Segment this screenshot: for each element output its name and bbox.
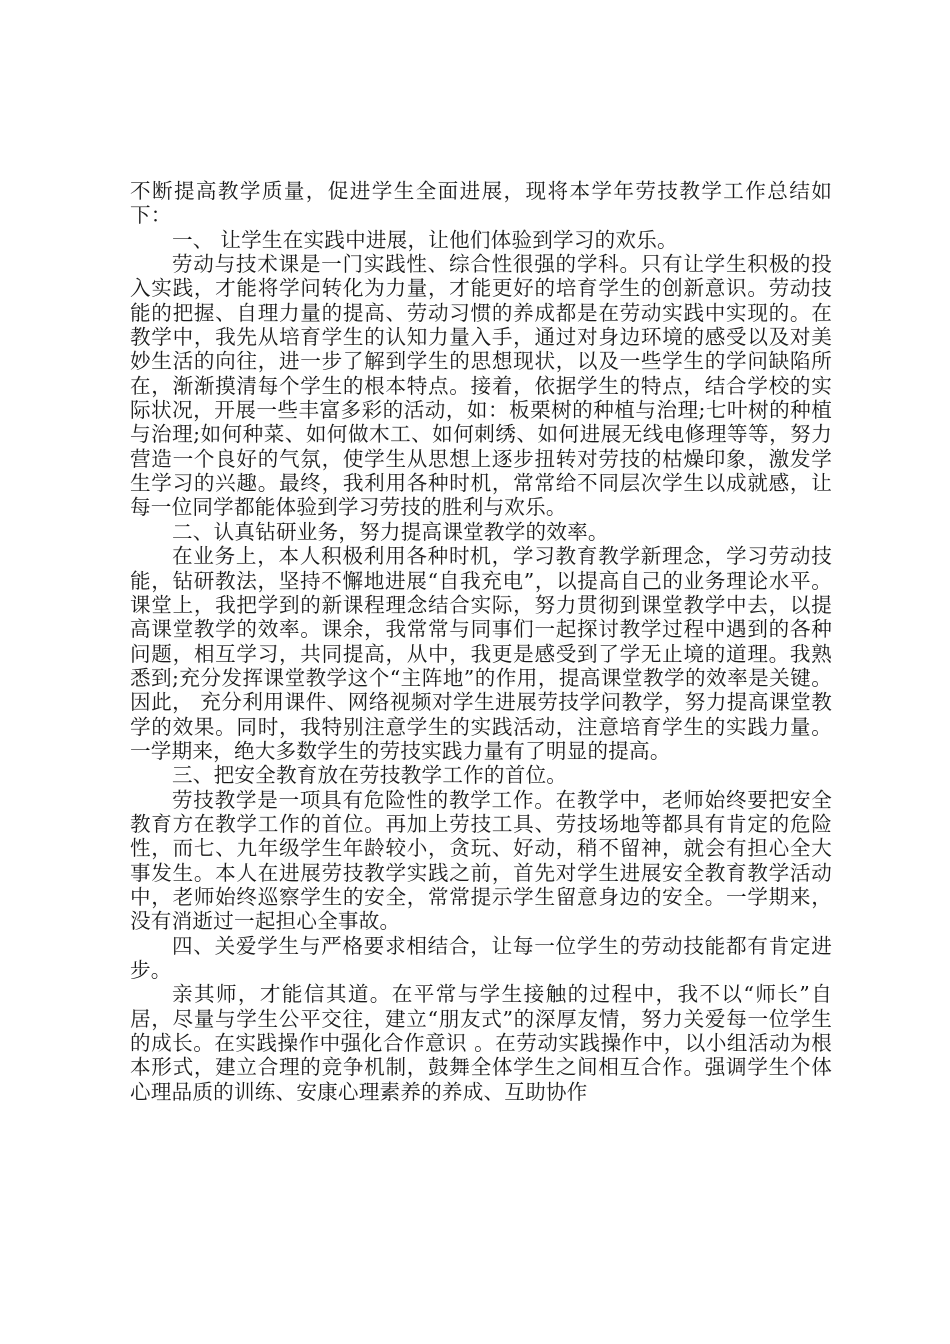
- section-heading-3: 三、把安全教育放在劳技教学工作的首位。: [172, 763, 568, 788]
- paragraph-section-1: 劳动与技术课是一门实践性、综合性很强的学科。只有让学生积极的投入实践，才能将学问转化为力量，才能更好的培育学生的创新意识。劳动技能的把握、自理力量的提高、劳动习惯的养成都是在劳动实践中实现的。在教学中，我先从培育学生的认知力量入手，通过对身边环境的感受以及对美妙生活的向往，进一步了解到学生的思想现状，以及一些学生的学问缺陷所在，渐渐摸清每个学生的根本特点。接着，依据学生的特点，结合学校的实际状况，开展一些丰富多彩的活动，如：板栗树的种植与治理;七叶树的种植与治理;如何种菜、如何做木工、如何刺绣、如何进展无线电修理等等，努力营造一个良好的气氛，使学生从思想上逐步扭转对劳技的枯燥印象，激发学生学习的兴趣。最终，我利用各种时机，常常给不同层次学生以成就感，让每一位同学都能体验到学习劳技的胜利与欢乐。: [130, 252, 832, 520]
- section-heading-4: 四、关爱学生与严格要求相结合，让每一位学生的劳动技能都有肯定进步。: [130, 933, 832, 982]
- paragraph-section-3: 劳技教学是一项具有危险性的教学工作。在教学中，老师始终要把安全教育方在教学工作的首位。再加上劳技工具、劳技场地等都具有肯定的危险性，而七、九年级学生年龄较小，贪玩、好动，稍不留神，就会有担心全大事发生。本人在进展劳技教学实践之前，首先对学生进展安全教育教学活动中，老师始终巡察学生的安全，常常提示学生留意身边的安全。一学期来，没有消逝过一起担心全事故。: [130, 787, 832, 934]
- section-heading-1: 一、 让学生在实践中进展，让他们体验到学习的欢乐。: [172, 227, 678, 252]
- paragraph-section-2: 在业务上，本人积极利用各种时机，学习教育教学新理念，学习劳动技能，钻研教法，坚持不懈地进展“自我充电”，以提高自己的业务理论水平。课堂上，我把学到的新课程理念结合实际，努力贯彻到课堂教学中去，以提高课堂教学的效率。课余，我常常与同事们一起探讨教学过程中遇到的各种问题，相互学习，共同提高，从中，我更是感受到了学无止境的道理。我熟悉到;充分发挥课堂教学这个“主阵地”的作用，提高课堂教学的效率是关键。因此， 充分利用课件、网络视频对学生进展劳技学问教学，努力提高课堂教学的效果。同时，我特别注意学生的实践活动，注意培育学生的实践力量。一学期来，绝大多数学生的劳技实践力量有了明显的提高。: [130, 544, 832, 763]
- paragraph-section-4: 亲其师，才能信其道。在平常与学生接触的过程中，我不以“师长”自居，尽量与学生公平交往，建立“朋友式”的深厚友情，努力关爱每一位学生的成长。在实践操作中强化合作意识 。在劳动实践操作中，以小组活动为根本形式，建立合理的竞争机制，鼓舞全体学生之间相互合作。强调学生个体心理品质的训练、安康心理素养的养成、互助协作: [130, 982, 832, 1104]
- document-body: [130, 179, 832, 1104]
- section-heading-2: 二、认真钻研业务，努力提高课堂教学的效率。: [172, 519, 609, 544]
- paragraph-intro: 不断提高教学质量，促进学生全面进展，现将本学年劳技教学工作总结如下：: [130, 179, 832, 228]
